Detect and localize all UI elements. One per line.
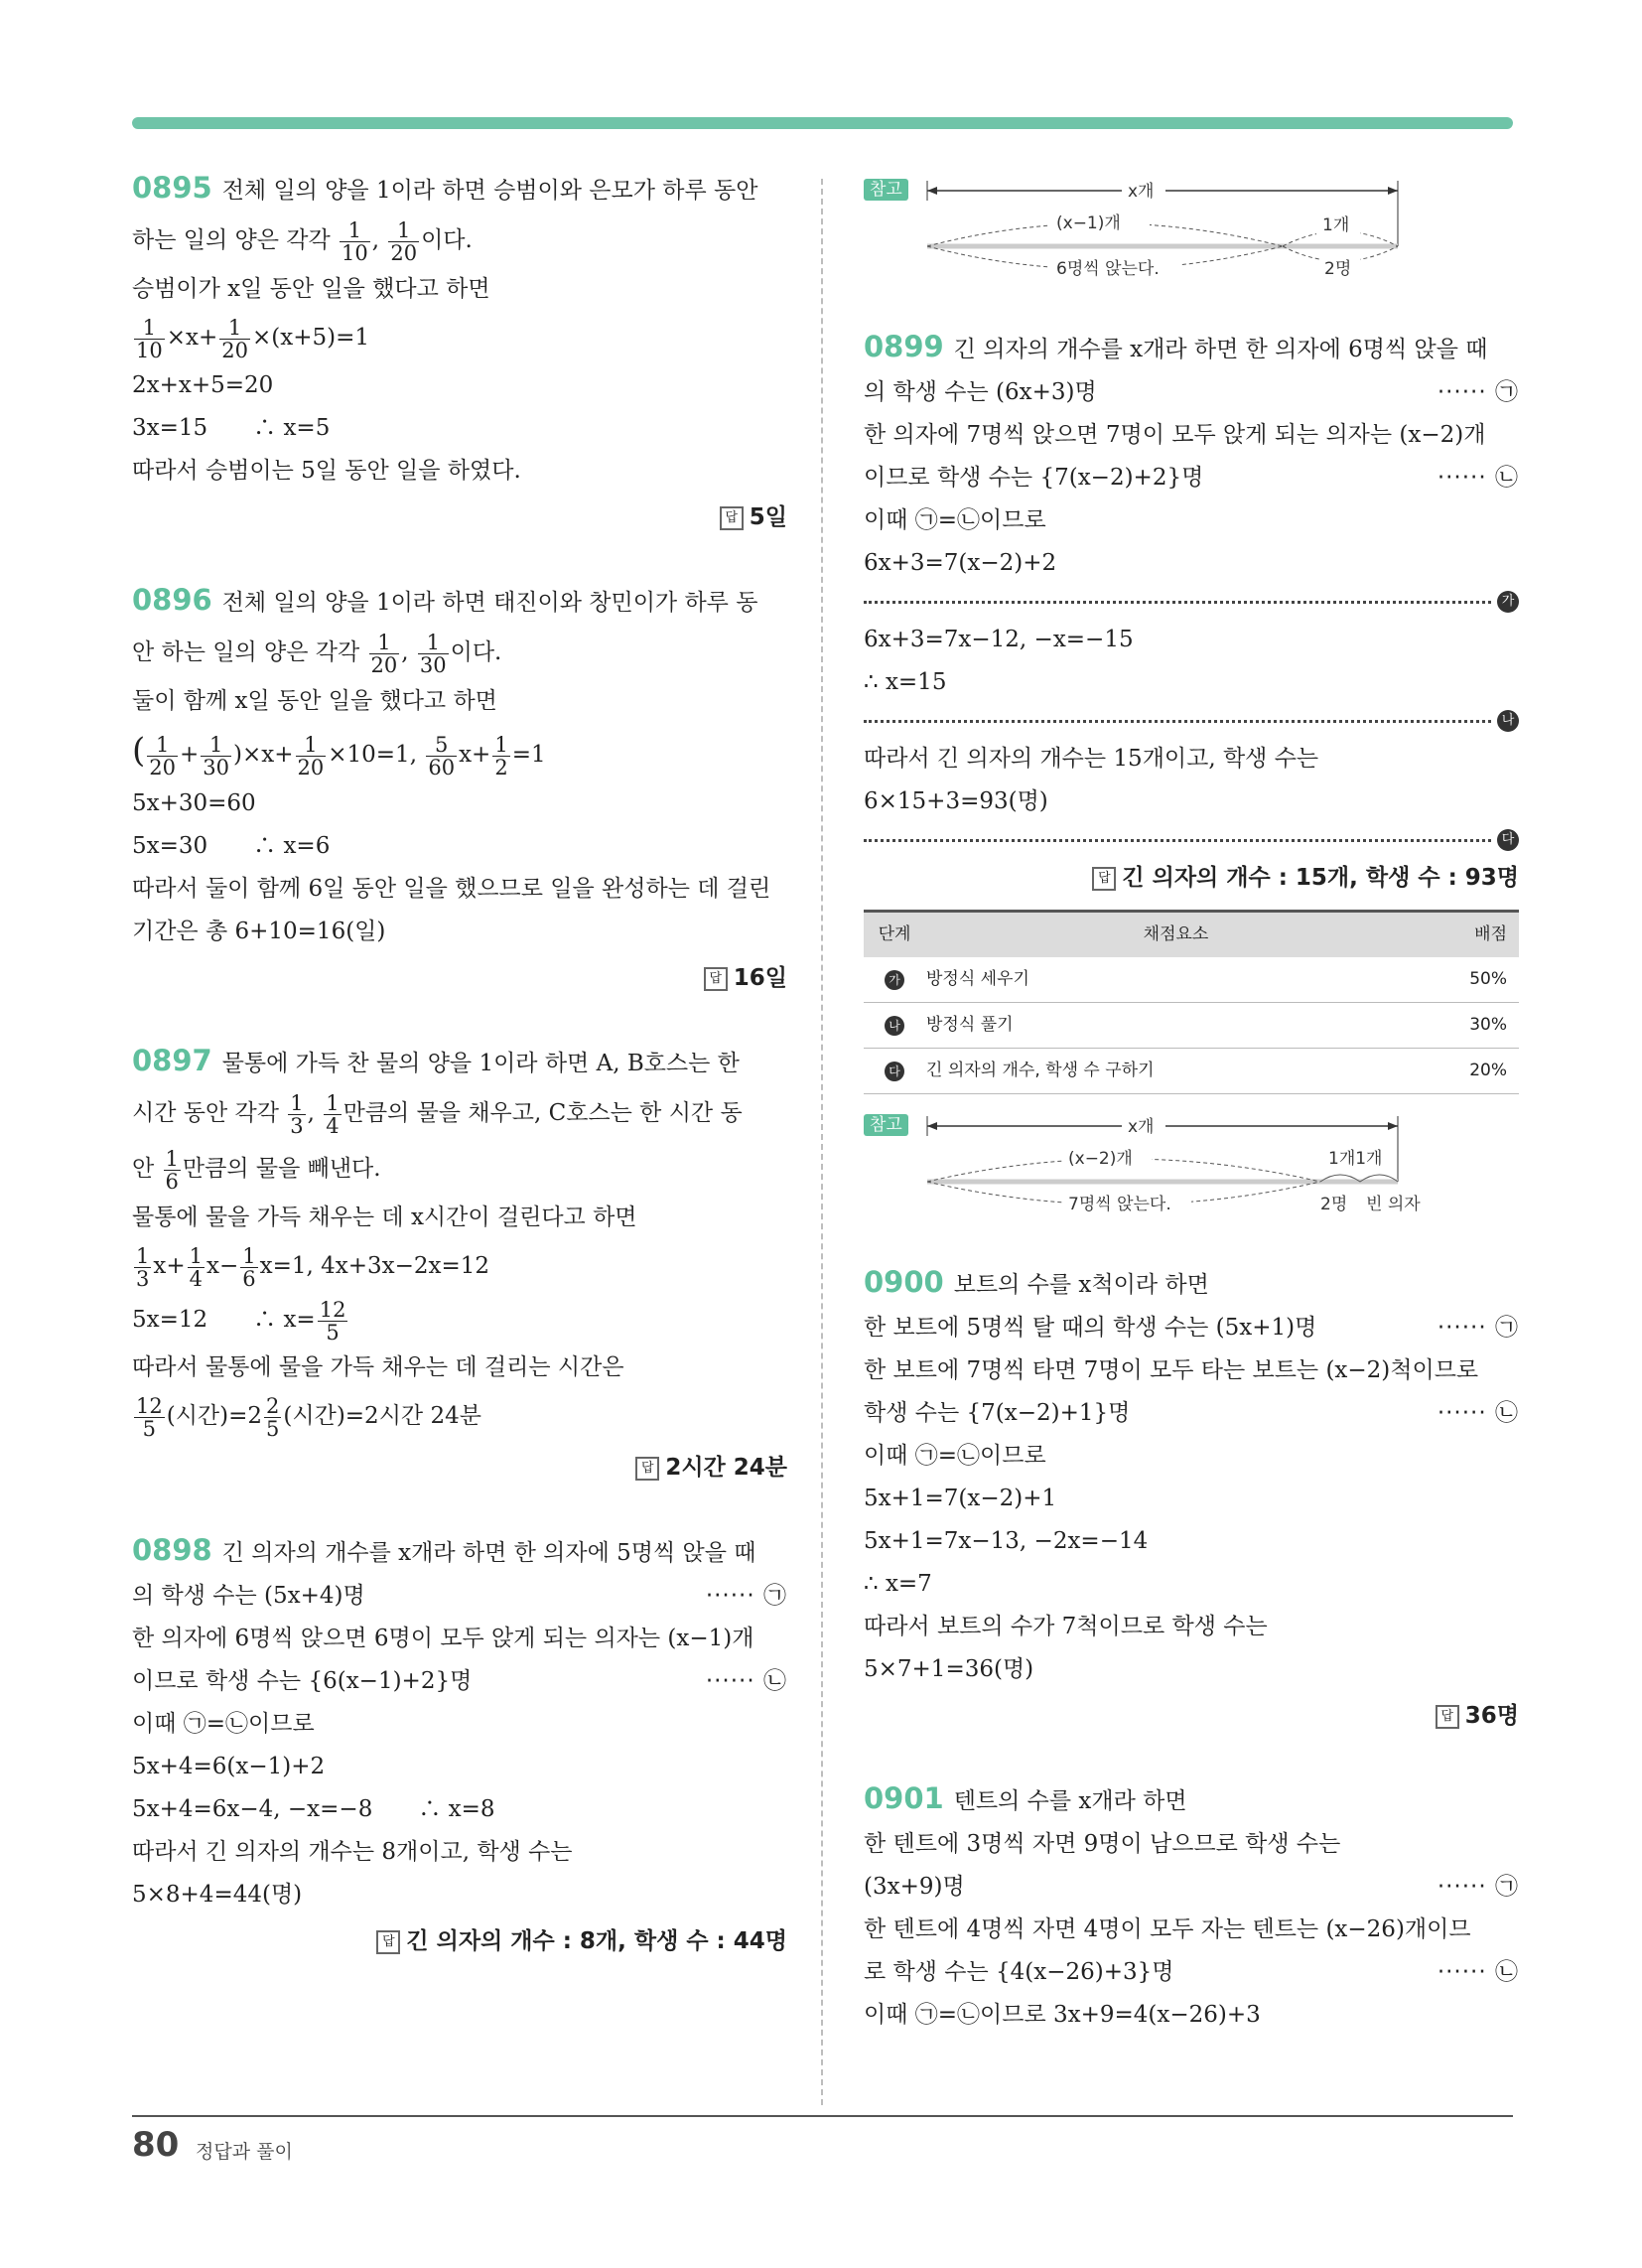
problem-number: 0899 — [864, 330, 944, 363]
answer-icon: 답 — [1436, 1705, 1459, 1729]
equation: 5x+1=7x−13, −2x=−14 — [864, 1528, 1149, 1554]
text-line: 로 학생 수는 {4(x−26)+3}명 ······ ㉡ — [864, 1959, 1519, 1985]
diagram-label: 빈 의자 — [1366, 1195, 1421, 1214]
problem-0898 — [132, 1529, 787, 1963]
problem-number: 0898 — [132, 1533, 212, 1567]
answer — [864, 857, 1519, 900]
equation: 5×8+4=44(명) — [132, 1882, 303, 1908]
reference-tag: 참고 — [864, 179, 908, 201]
step-badge: 나 — [885, 1016, 904, 1036]
text-line: 보트의 수를 x척이라 하면 — [953, 1272, 1209, 1298]
answer-text: 2시간 24분 — [665, 1455, 787, 1481]
column-divider — [821, 179, 823, 2105]
answer-text: 긴 의자의 개수 : 8개, 학생 수 : 44명 — [406, 1928, 787, 1954]
text-line: 한 텐트에 4명씩 자면 4명이 모두 자는 텐트는 (x−26)개이므 — [864, 1916, 1471, 1942]
step-badge: 가 — [1497, 591, 1519, 613]
text-line: 안 하는 일의 양은 각각 — [132, 639, 360, 665]
text-line: 한 보트에 7명씩 타면 7명이 모두 타는 보트는 (x−2)척이므로 — [864, 1357, 1479, 1383]
text-line: 만큼의 물을 빼낸다. — [182, 1156, 381, 1182]
answer — [132, 496, 787, 539]
text-line: 텐트의 수를 x개라 하면 — [953, 1788, 1187, 1814]
equation: 6x+3=7x−12, −x=−15 — [864, 627, 1134, 652]
answer-text: 긴 의자의 개수 : 15개, 학생 수 : 93명 — [1122, 865, 1519, 891]
fraction: $\frac{1}{20}$ — [370, 630, 398, 677]
problem-0901 — [864, 1777, 1519, 2037]
text-line: 의 학생 수는 (6x+3)명 ······ ㉠ — [864, 379, 1519, 405]
comma: , — [371, 227, 380, 253]
footer-rule — [132, 2115, 1513, 2117]
page-label: 정답과 풀이 — [196, 2141, 293, 2163]
text-line: 학생 수는 {7(x−2)+1}명 ······ ㉡ — [864, 1400, 1519, 1426]
text-line: 이므로 학생 수는 {7(x−2)+2}명 ······ ㉡ — [864, 465, 1519, 491]
equation: $\frac{1}{10}$ ×x+ $\frac{1}{20}$ ×(x+5)=1 — [136, 315, 369, 362]
problem-0895 — [132, 167, 787, 539]
table-row — [864, 957, 1519, 1003]
problem-0899 — [864, 326, 1519, 1221]
step-separator — [864, 591, 1519, 613]
problem-number: 0900 — [864, 1265, 944, 1299]
equation: $\frac{12}{5}$ (시간)=2 $\frac{2}{5}$ (시간)=2시간 24분 — [136, 1393, 481, 1441]
step-separator — [864, 710, 1519, 732]
equation: 6×15+3=93(명) — [864, 788, 1048, 814]
right-column — [864, 167, 1519, 2076]
reference-tag: 참고 — [864, 1114, 908, 1136]
text-line: 따라서 승범이는 5일 동안 일을 하였다. — [132, 458, 521, 484]
text-line: 물통에 가득 찬 물의 양을 1이라 하면 A, B호스는 한 — [221, 1051, 740, 1076]
text-line: 한 텐트에 3명씩 자면 9명이 남으므로 학생 수는 — [864, 1831, 1341, 1857]
problem-number: 0896 — [132, 583, 212, 617]
table-row — [864, 1049, 1519, 1094]
fraction: $\frac{1}{30}$ — [419, 630, 447, 677]
answer-icon: 답 — [635, 1457, 659, 1481]
diagram-label: 1개 — [1322, 215, 1350, 235]
fraction: $\frac{1}{6}$ — [165, 1146, 179, 1194]
step-badge: 다 — [885, 1062, 904, 1081]
reference-diagram-1 — [864, 167, 1519, 286]
text-line: 만큼의 물을 채우고, C호스는 한 시간 동 — [342, 1100, 743, 1126]
chair-diagram — [923, 1102, 1499, 1221]
text-line: 이때 ㉠=㉡이므로 — [864, 1443, 1046, 1469]
text-line: 둘이 함께 x일 동안 일을 했다고 하면 — [132, 688, 497, 714]
problem-number: 0895 — [132, 171, 212, 205]
text-line: 한 의자에 7명씩 앉으면 7명이 모두 앉게 되는 의자는 (x−2)개 — [864, 422, 1486, 448]
problem-number: 0901 — [864, 1781, 944, 1815]
diagram-label: x개 — [1128, 1117, 1155, 1137]
text-line: 따라서 둘이 함께 6일 동안 일을 했으므로 일을 완성하는 데 걸린 — [132, 876, 771, 902]
table-header: 단계 — [864, 912, 925, 958]
equation: 5x+1=7(x−2)+1 — [864, 1486, 1057, 1511]
answer-text: 36명 — [1464, 1703, 1519, 1729]
table-cell: 긴 의자의 개수, 학생 수 구하기 — [925, 1049, 1427, 1094]
equation: 5x=12 ∴ x= $\frac{12}{5}$ — [132, 1297, 346, 1345]
table-cell: 30% — [1427, 1003, 1519, 1049]
fraction: $\frac{1}{10}$ — [342, 217, 368, 265]
text-line: 이때 ㉠=㉡이므로 — [864, 507, 1046, 533]
text-line: 따라서 긴 의자의 개수는 15개이고, 학생 수는 — [864, 746, 1319, 772]
text-line: 이다. — [450, 639, 502, 665]
diagram-label: 6명씩 앉는다. — [1056, 259, 1160, 279]
table-cell: 20% — [1427, 1049, 1519, 1094]
left-column — [132, 167, 787, 2003]
equation: ( $\frac{1}{20}$ + $\frac{1}{30}$ )×x+ $\frac{1}{20}$ ×10=1, $\frac{5}{60}$ x+ $\frac{1}{2}$ =1 — [132, 731, 546, 780]
text-line: 이때 ㉠=㉡이므로 — [132, 1711, 315, 1737]
equation: 3x=15 ∴ x=5 — [132, 415, 331, 441]
top-accent-bar — [132, 117, 1513, 129]
text-line: 전체 일의 양을 1이라 하면 태진이와 창민이가 하루 동 — [221, 590, 758, 616]
equation: 5x+30=60 — [132, 790, 256, 816]
table-header-row — [864, 912, 1519, 958]
answer — [132, 957, 787, 1000]
text-line: (3x+9)명 ······ ㉠ — [864, 1874, 1519, 1900]
diagram-label: (x−2)개 — [1068, 1149, 1133, 1169]
table-header: 채점요소 — [925, 912, 1427, 958]
chair-diagram — [923, 167, 1479, 286]
diagram-label: (x−1)개 — [1056, 213, 1121, 233]
text-line: 한 의자에 6명씩 앉으면 6명이 모두 앉게 되는 의자는 (x−1)개 — [132, 1626, 754, 1651]
equation: 5×7+1=36(명) — [864, 1656, 1034, 1682]
diagram-label: 1개1개 — [1328, 1149, 1383, 1169]
text-line: 승범이가 x일 동안 일을 했다고 하면 — [132, 276, 490, 302]
step-separator — [864, 829, 1519, 851]
equation: 5x+4=6x−4, −x=−8 ∴ x=8 — [132, 1796, 495, 1822]
fraction: $\frac{1}{3}$ — [290, 1090, 304, 1138]
answer — [132, 1447, 787, 1489]
answer-text: 16일 — [733, 965, 787, 991]
table-cell: 50% — [1427, 957, 1519, 1003]
step-badge: 가 — [885, 970, 904, 990]
equation: 6x+3=7(x−2)+2 — [864, 550, 1057, 576]
answer-icon: 답 — [704, 967, 728, 991]
equation: $\frac{1}{3}$ x+ $\frac{1}{4}$ x− $\frac{1}{6}$ x=1, 4x+3x−2x=12 — [136, 1243, 490, 1291]
problem-0897: 0897 물통에 가득 찬 물의 양을 1이라 하면 A, B호스는 한 시간 동안 각각 $\frac{1}{3}$ , $\frac{1}{4}$ 만큼의 물을 채우고, C호스는 한 시간 동 안 $\frac{1}{6}$ 만큼의 물을 빼낸다. 물통에 물을 가득 채우는 데 x시간이 걸린다고 하면 $\frac{1}{3}$ x+ $\frac{1}{4}$ x− $\frac{1}{6}$ x=1, 4x+3x−2x=12 5x=12 ∴ x= $\frac{12}{5}$ 따라서 물통에 물을 가득 채우는 데 걸리는 시간은 $\frac{12}{5}$ (시간)=2 $\frac{2}{5}$ (시간)=2시간 24분 답 2시간 24분 — [132, 1040, 787, 1489]
scoring-table — [864, 910, 1519, 1094]
equation: 5x+4=6(x−1)+2 — [132, 1754, 326, 1779]
text-line: 따라서 물통에 물을 가득 채우는 데 걸리는 시간은 — [132, 1354, 624, 1380]
text-line: 기간은 총 6+10=16(일) — [132, 919, 386, 944]
text-line: 물통에 물을 가득 채우는 데 x시간이 걸린다고 하면 — [132, 1205, 637, 1230]
equation: ∴ x=15 — [864, 669, 947, 695]
diagram-label: 2명 — [1320, 1195, 1348, 1214]
table-row — [864, 1003, 1519, 1049]
equation: 2x+x+5=20 — [132, 372, 274, 398]
answer-icon: 답 — [376, 1930, 400, 1954]
answer-icon: 답 — [720, 506, 744, 530]
equation: 5x=30 ∴ x=6 — [132, 833, 331, 859]
equation: ∴ x=7 — [864, 1571, 932, 1597]
text-line: 하는 일의 양은 각각 — [132, 227, 331, 253]
problem-number: 0897 — [132, 1044, 212, 1077]
text-line: 긴 의자의 개수를 x개라 하면 한 의자에 6명씩 앉을 때 — [953, 337, 1488, 362]
text-line: 의 학생 수는 (5x+4)명 ······ ㉠ — [132, 1583, 787, 1609]
answer-icon: 답 — [1092, 867, 1116, 891]
fraction: $\frac{1}{4}$ — [326, 1090, 340, 1138]
reference-diagram-2 — [864, 1102, 1519, 1221]
fraction: $\frac{1}{20}$ — [390, 217, 418, 265]
diagram-label: 7명씩 앉는다. — [1068, 1195, 1171, 1214]
step-badge: 다 — [1497, 829, 1519, 851]
answer-text: 5일 — [749, 504, 787, 530]
page-number: 80 — [132, 2125, 180, 2165]
text-line: 이므로 학생 수는 {6(x−1)+2}명 ······ ㉡ — [132, 1668, 787, 1694]
equation: 이때 ㉠=㉡이므로 3x+9=4(x−26)+3 — [864, 2002, 1261, 2028]
text-line: 시간 동안 각각 — [132, 1100, 279, 1126]
diagram-label: x개 — [1128, 182, 1155, 202]
text-line: 따라서 보트의 수가 7척이므로 학생 수는 — [864, 1614, 1268, 1639]
text-line: 한 보트에 5명씩 탈 때의 학생 수는 (5x+1)명 ······ ㉠ — [864, 1315, 1519, 1341]
diagram-label: 2명 — [1324, 259, 1352, 279]
answer — [864, 1695, 1519, 1738]
problem-0896: 0896 전체 일의 양을 1이라 하면 태진이와 창민이가 하루 동 안 하는 일의 양은 각각 $\frac{1}{20}$ , $\frac{1}{30}$ 이다. 둘이 함께 x일 동안 일을 했다고 하면 ( $\frac{1}{20}$ + $\frac{1}{30}$ )×x+ $\frac{1}{20}$ ×10=1, $\frac{5}{60}$ x+ $\frac{1}{2}$ =1 5x+30=60 5x=30 ∴ x=6 따라서 둘이 함께 6일 동안 일을 했으므로 일을 완성하는 데 걸린 기간은 총 6+10=16(일) 답 16일 — [132, 579, 787, 1000]
text-line: 긴 의자의 개수를 x개라 하면 한 의자에 5명씩 앉을 때 — [221, 1540, 756, 1566]
problem-0900 — [864, 1261, 1519, 1738]
step-badge: 나 — [1497, 710, 1519, 732]
text-line: 안 — [132, 1156, 155, 1182]
text-line: 전체 일의 양을 1이라 하면 승범이와 은모가 하루 동안 — [221, 178, 758, 204]
table-cell: 방정식 풀기 — [925, 1003, 1427, 1049]
answer — [132, 1920, 787, 1963]
table-header: 배점 — [1427, 912, 1519, 958]
table-cell: 방정식 세우기 — [925, 957, 1427, 1003]
text-line: 이다. — [421, 227, 473, 253]
text-line: 따라서 긴 의자의 개수는 8개이고, 학생 수는 — [132, 1839, 573, 1865]
